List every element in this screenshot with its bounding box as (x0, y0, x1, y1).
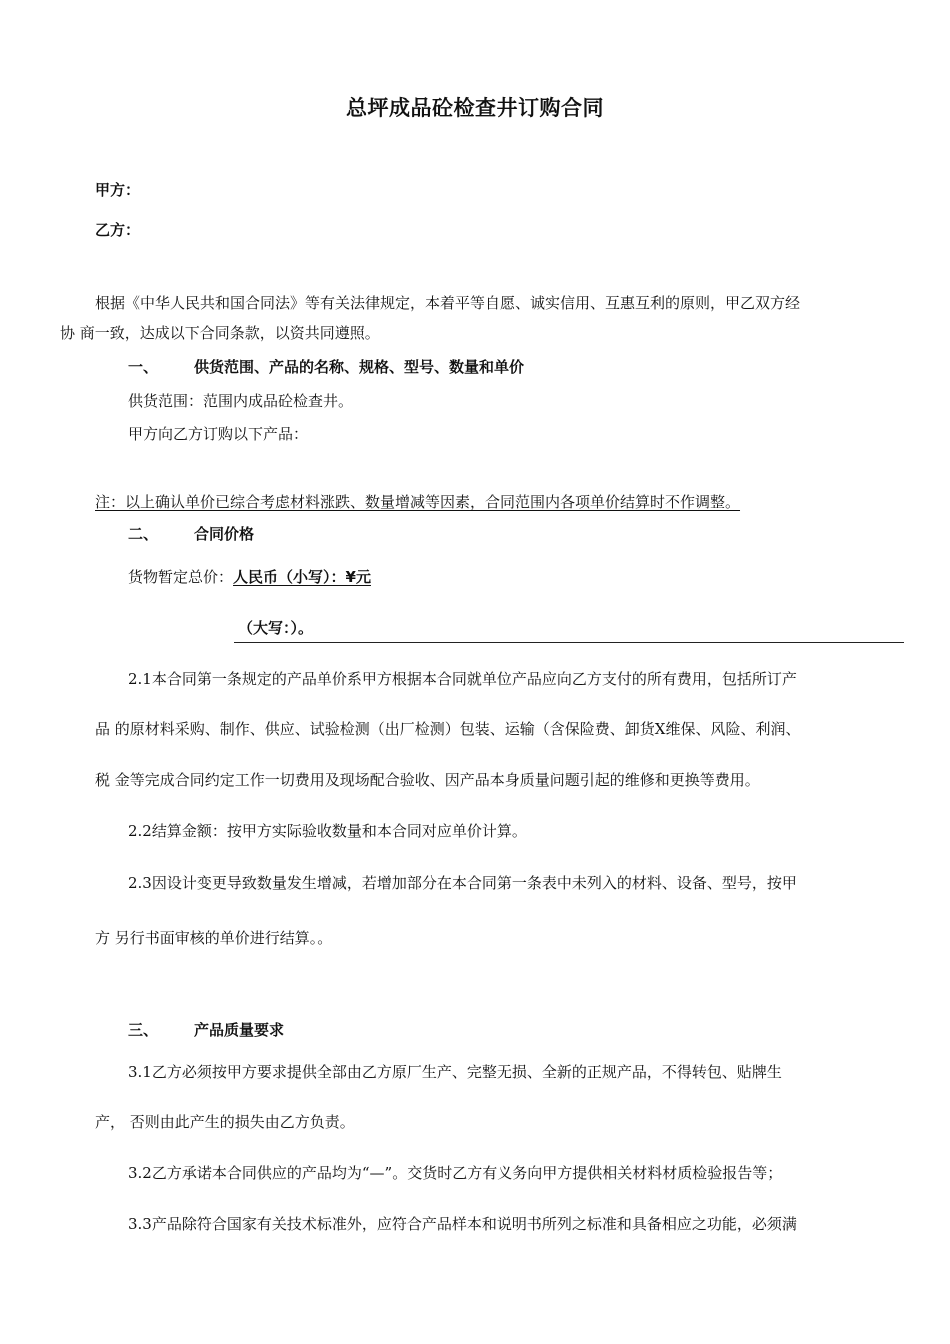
clause-3-2: 3.2乙方承诺本合同供应的产品均为“—”。交货时乙方有义务向甲方提供相关材料材质检验报告等； (128, 1164, 783, 1182)
section-2-title: 合同价格 (194, 525, 255, 543)
price-note: 注：以上确认单价已综合考虑材料涨跌、数量增减等因素，合同范围内各项单价结算时不作调整。 (95, 493, 741, 511)
order-intro: 甲方向乙方订购以下产品： (128, 425, 309, 443)
document-title: 总坪成品砼检查井订购合同 (346, 96, 604, 120)
section-3-number: 三、 (128, 1021, 159, 1039)
party-a-label: 甲方： (95, 181, 141, 199)
clause-2-3-line-1: 2.3因设计变更导致数量发生增减，若增加部分在本合同第一条表中未列入的材料、设备、型号，按甲 (128, 874, 797, 892)
capital-underline (234, 642, 904, 643)
clause-2-1-line-1: 2.1本合同第一条规定的产品单价系甲方根据本合同就单位产品应向乙方支付的所有费用，包括所订产 (128, 670, 797, 688)
total-price-row (128, 567, 371, 587)
section-1-heading (128, 357, 524, 377)
intro-line-1: 根据《中华人民共和国合同法》等有关法律规定，本着平等自愿、诚实信用、互惠互利的原则，甲乙双方经 (95, 294, 801, 312)
clause-3-1-line-2: 产， 否则由此产生的损失由乙方负责。 (95, 1113, 355, 1131)
section-2-number: 二、 (128, 525, 159, 543)
section-3-title: 产品质量要求 (194, 1021, 285, 1039)
clause-2-1-line-2: 品 的原材料采购、制作、供应、试验检测（出厂检测）包装、运输（含保险费、卸货X维保、风险、利润、 (95, 720, 801, 738)
party-b-label: 乙方： (95, 221, 141, 239)
clause-2-2: 2.2结算金额：按甲方实际验收数量和本合同对应单价计算。 (128, 822, 527, 840)
section-3-heading (128, 1020, 284, 1040)
total-price-label: 货物暂定总价： (128, 568, 234, 586)
clause-2-1-line-3: 税 金等完成合同约定工作一切费用及现场配合验收、因产品本身质量问题引起的维修和更换等费用。 (95, 771, 760, 789)
clause-3-3: 3.3产品除符合国家有关技术标准外，应符合产品样本和说明书所列之标准和具备相应之功能，必须满 (128, 1215, 797, 1233)
supply-scope: 供货范围：范围内成品砼检查井。 (128, 392, 354, 410)
total-price-value: 人民币（小写）：¥元 (233, 568, 371, 586)
clause-3-1-line-1: 3.1乙方必须按甲方要求提供全部由乙方原厂生产、完整无损、全新的正规产品，不得转包、贴牌生 (128, 1063, 782, 1081)
section-2-heading (128, 524, 254, 544)
total-price-capital: （大写：）。 (238, 619, 314, 637)
section-1-title: 供货范围、产品的名称、规格、型号、数量和单价 (194, 358, 525, 376)
intro-line-2: 协 商一致，达成以下合同条款，以资共同遵照。 (60, 324, 380, 342)
section-1-number: 一、 (128, 358, 159, 376)
clause-2-3-line-2: 方 另行书面审核的单价进行结算。。 (95, 929, 333, 947)
